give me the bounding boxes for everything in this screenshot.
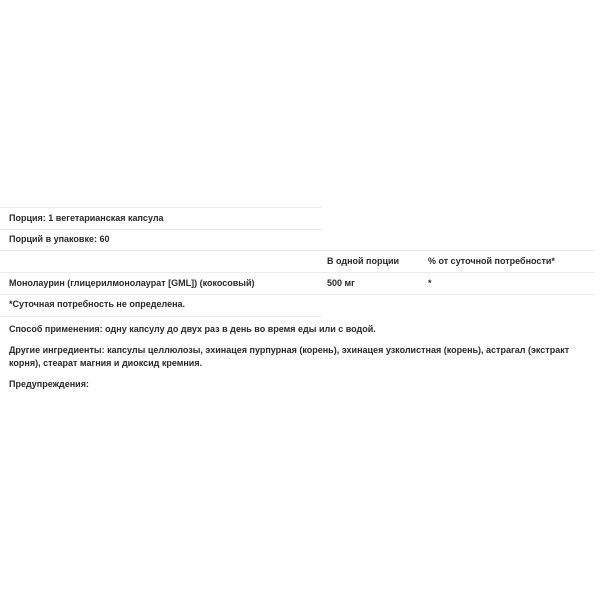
divider: [0, 229, 322, 230]
header-daily-value: % от суточной потребности*: [428, 256, 555, 266]
header-amount: В одной порции: [327, 256, 400, 266]
divider: [0, 250, 595, 251]
other-ingredients-text: Другие ингредиенты: капсулы целлюлозы, эхинацея пурпурная (корень), эхинацея узколистная (корень), астрагал (экстракт корня), стеарат магния и диоксид кремния.: [9, 345, 570, 368]
footnote: *Суточная потребность не определена.: [9, 299, 186, 309]
ingredient-name: Монолаурин (глицерилмонолаурат [GML]) (кокосовый): [9, 278, 255, 288]
servings-per-container: Порций в упаковке: 60: [9, 234, 110, 244]
ingredient-amount: 500 мг: [327, 278, 355, 288]
warnings-heading: Предупреждения:: [9, 379, 89, 389]
serving-size: Порция: 1 вегетарианская капсула: [9, 213, 164, 223]
divider: [0, 316, 322, 317]
usage-text: Способ применения: одну капсулу до двух раз в день во время еды или с водой.: [9, 324, 376, 334]
divider: [0, 207, 322, 208]
ingredient-daily-value: *: [428, 278, 432, 288]
divider: [0, 272, 595, 273]
divider: [0, 294, 595, 295]
